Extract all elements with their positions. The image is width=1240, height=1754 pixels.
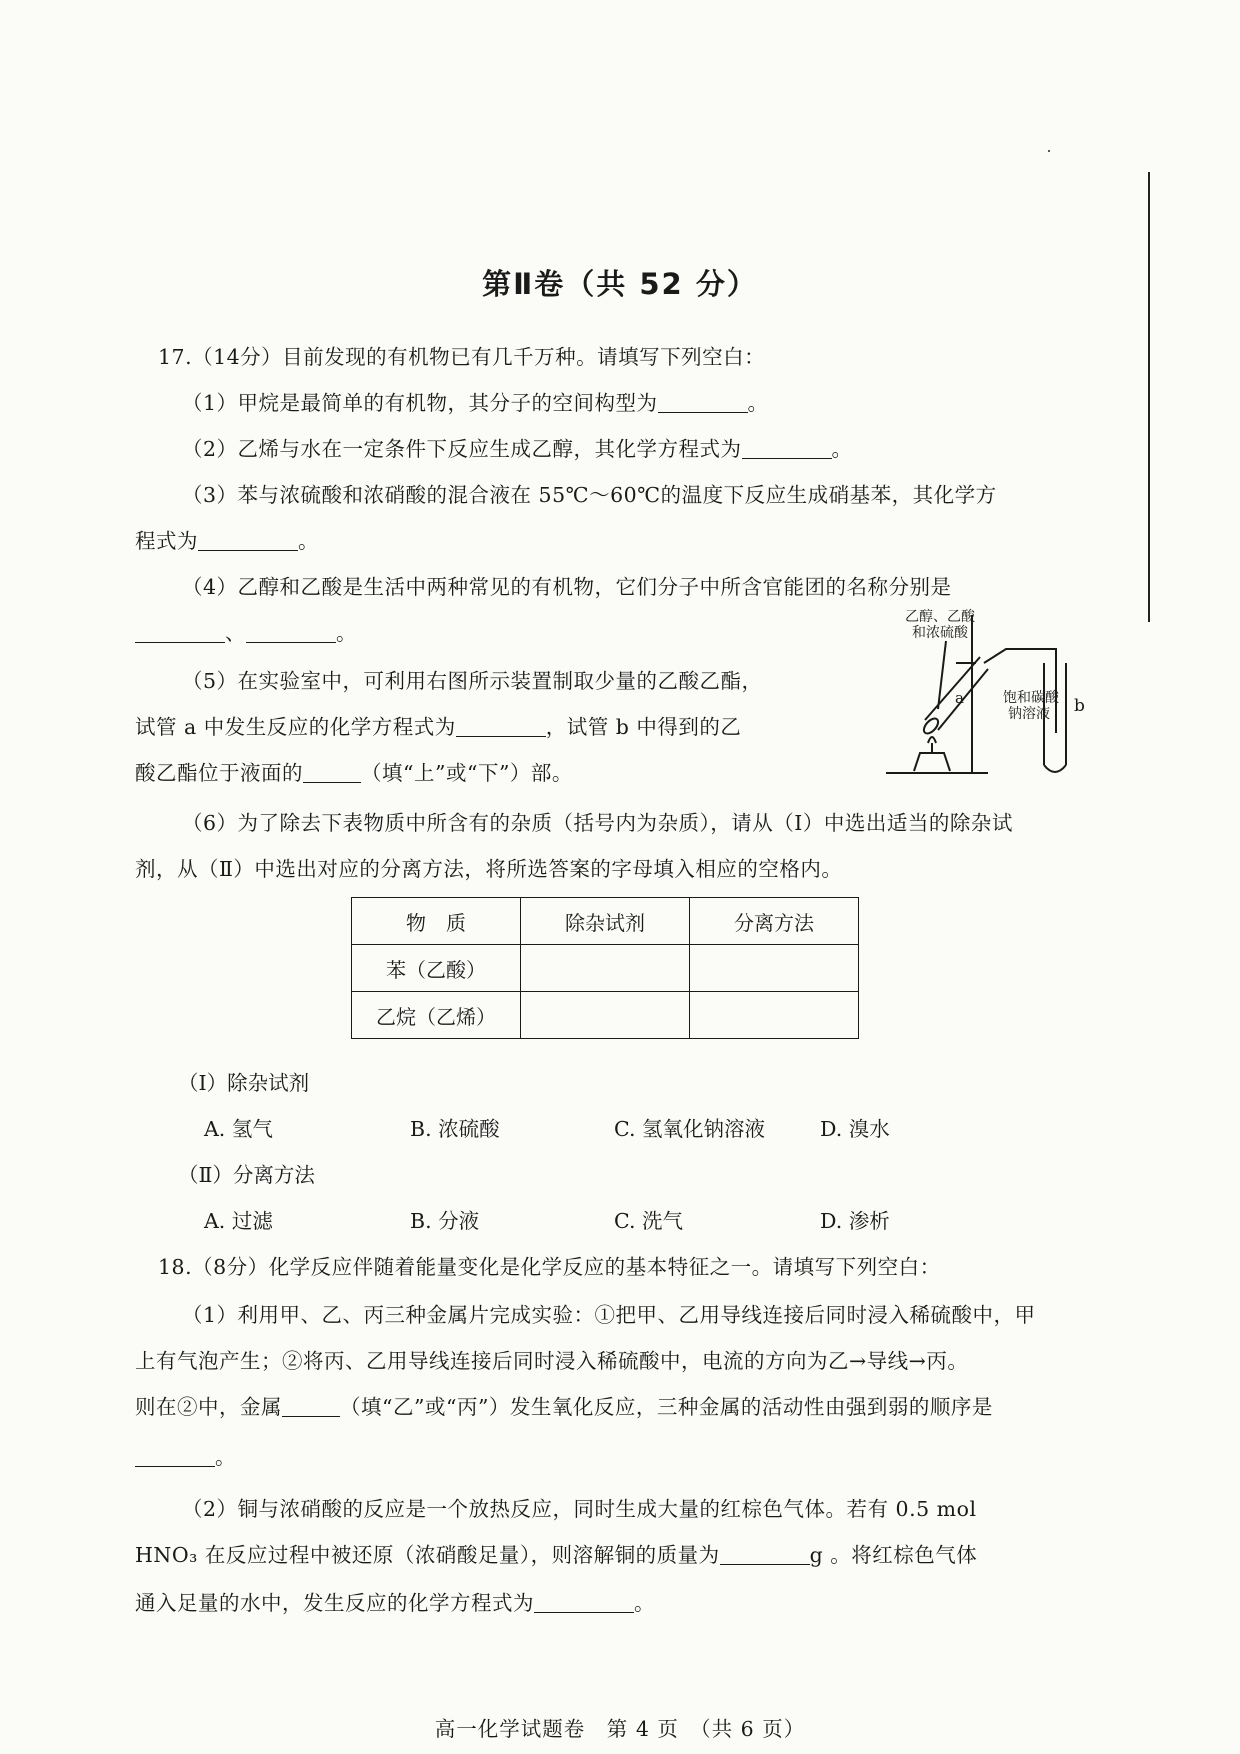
scan-speck	[1048, 150, 1050, 152]
table-row	[352, 945, 859, 992]
q17-part2	[182, 432, 853, 462]
q17-part6-line1: （6）为了除去下表物质中所含有的杂质（括号内为杂质），请从（Ⅰ）中选出适当的除杂试	[182, 811, 1013, 835]
q18-part2-text2: g 。将红棕色气体	[809, 1543, 978, 1567]
table-header-row	[352, 898, 859, 945]
period: 。	[298, 529, 319, 553]
tube-b-label: b	[1074, 696, 1085, 716]
q18-part1-text: 则在②中，金属	[135, 1395, 282, 1419]
saturated-solution-label-2: 钠溶液	[1008, 706, 1050, 722]
table-cell-method[interactable]	[690, 945, 859, 992]
q18-part2-text: HNO₃ 在反应过程中被还原（浓硝酸足量），则溶解铜的质量为	[135, 1543, 720, 1567]
answer-blank[interactable]	[282, 1396, 340, 1418]
period: 。	[336, 621, 357, 645]
q17-part3-line2	[135, 524, 319, 554]
table-cell-substance: 苯（乙酸）	[352, 945, 521, 992]
q18-part1-line4	[135, 1440, 236, 1470]
table-cell-method[interactable]	[690, 992, 859, 1039]
table-header: 物 质	[352, 898, 521, 945]
reagent-option-d: D. 溴水	[820, 1117, 890, 1141]
separator: 、	[225, 621, 246, 645]
alcohol-lamp	[914, 753, 950, 771]
saturated-solution-label-1: 饱和碳酸	[1003, 690, 1059, 706]
reagent-label-2: 和浓硫酸	[912, 625, 968, 641]
method-option-c: C. 洗气	[614, 1209, 683, 1233]
q18-part2-line2	[135, 1538, 977, 1568]
methods-heading: （Ⅱ）分离方法	[178, 1163, 315, 1187]
q17-part4-line2	[135, 616, 357, 646]
reagent-option-a: A. 氢气	[204, 1117, 273, 1141]
q18-part1-line2: 上有气泡产生；②将丙、乙用导线连接后同时浸入稀硫酸中，电流的方向为乙→导线→丙。	[135, 1349, 969, 1373]
answer-blank[interactable]	[135, 1446, 215, 1468]
q17-part5-text3: 酸乙酯位于液面的	[135, 761, 303, 785]
q18-part1-line3	[135, 1390, 993, 1420]
q17-part2-text: （2）乙烯与水在一定条件下反应生成乙醇，其化学方程式为	[182, 437, 742, 461]
q17-part5-text2: ，试管 b 中得到的乙	[545, 715, 742, 739]
impurity-table	[351, 897, 859, 1039]
q17-part5-line1: （5）在实验室中，可利用右图所示装置制取少量的乙酸乙酯，	[182, 669, 763, 693]
method-option-a: A. 过滤	[204, 1209, 273, 1233]
answer-blank[interactable]	[534, 1592, 634, 1614]
answer-blank[interactable]	[135, 622, 225, 644]
page-footer: 高一化学试题卷 第 4 页 （共 6 页）	[434, 1717, 806, 1741]
answer-blank[interactable]	[456, 716, 546, 738]
answer-blank[interactable]	[720, 1544, 810, 1566]
reagent-option-c: C. 氢氧化钠溶液	[614, 1117, 765, 1141]
q18-part2-line1: （2）铜与浓硝酸的反应是一个放热反应，同时生成大量的红棕色气体。若有 0.5 mol	[182, 1497, 977, 1521]
q17-part6-line2: 剂，从（Ⅱ）中选出对应的分离方法，将所选答案的字母填入相应的空格内。	[135, 857, 843, 881]
table-row	[352, 992, 859, 1039]
table-cell-reagent[interactable]	[521, 992, 690, 1039]
answer-blank[interactable]	[303, 762, 361, 784]
q17-part5-text: 试管 a 中发生反应的化学方程式为	[135, 715, 456, 739]
q17-part4-line1: （4）乙醇和乙酸是生活中两种常见的有机物，它们分子中所含官能团的名称分别是	[182, 575, 952, 599]
reagent-label-1: 乙醇、乙酸	[905, 609, 975, 625]
answer-blank[interactable]	[198, 530, 298, 552]
q17-part3-line1: （3）苯与浓硫酸和浓硝酸的混合液在 55℃～60℃的温度下反应生成硝基苯，其化学方	[182, 483, 997, 507]
q17-part5-line3	[135, 756, 573, 786]
q17-part5-line2	[135, 710, 741, 740]
q18-part1-line1: （1）利用甲、乙、丙三种金属片完成实验：①把甲、乙用导线连接后同时浸入稀硫酸中，甲	[182, 1303, 1036, 1327]
q18-intro: 18.（8分）化学反应伴随着能量变化是化学反应的基本特征之一。请填写下列空白：	[158, 1255, 941, 1279]
table-header: 除杂试剂	[521, 898, 690, 945]
method-option-d: D. 渗析	[820, 1209, 890, 1233]
table-cell-substance: 乙烷（乙烯）	[352, 992, 521, 1039]
period: 。	[634, 1591, 655, 1615]
table-header: 分离方法	[690, 898, 859, 945]
period: 。	[831, 437, 853, 461]
method-option-b: B. 分液	[410, 1209, 480, 1233]
period: 。	[747, 391, 769, 415]
q17-part1-text: （1）甲烷是最简单的有机物，其分子的空间构型为	[182, 391, 658, 415]
reagents-heading: （Ⅰ）除杂试剂	[178, 1071, 310, 1095]
tube-a-label: a	[955, 689, 964, 707]
period: 。	[215, 1445, 236, 1469]
q17-part5-text4: （填“上”或“下”）部。	[361, 761, 573, 785]
answer-blank[interactable]	[742, 438, 832, 460]
q18-part1-text2: （填“乙”或“丙”）发生氧化反应，三种金属的活动性由强到弱的顺序是	[340, 1395, 993, 1419]
answer-blank[interactable]	[246, 622, 336, 644]
q18-part2-line3	[135, 1586, 655, 1616]
q17-intro: 17.（14分）目前发现的有机物已有几千万种。请填写下列空白：	[158, 345, 766, 369]
binding-rule	[1148, 172, 1150, 622]
q18-part2-text3: 通入足量的水中，发生反应的化学方程式为	[135, 1591, 534, 1615]
q17-part3-text: 程式为	[135, 529, 198, 553]
reagent-option-b: B. 浓硫酸	[410, 1117, 500, 1141]
q17-part1	[182, 386, 769, 416]
answer-blank[interactable]	[658, 392, 748, 414]
table-cell-reagent[interactable]	[521, 945, 690, 992]
section-title: 第Ⅱ卷（共 52 分）	[482, 267, 758, 301]
